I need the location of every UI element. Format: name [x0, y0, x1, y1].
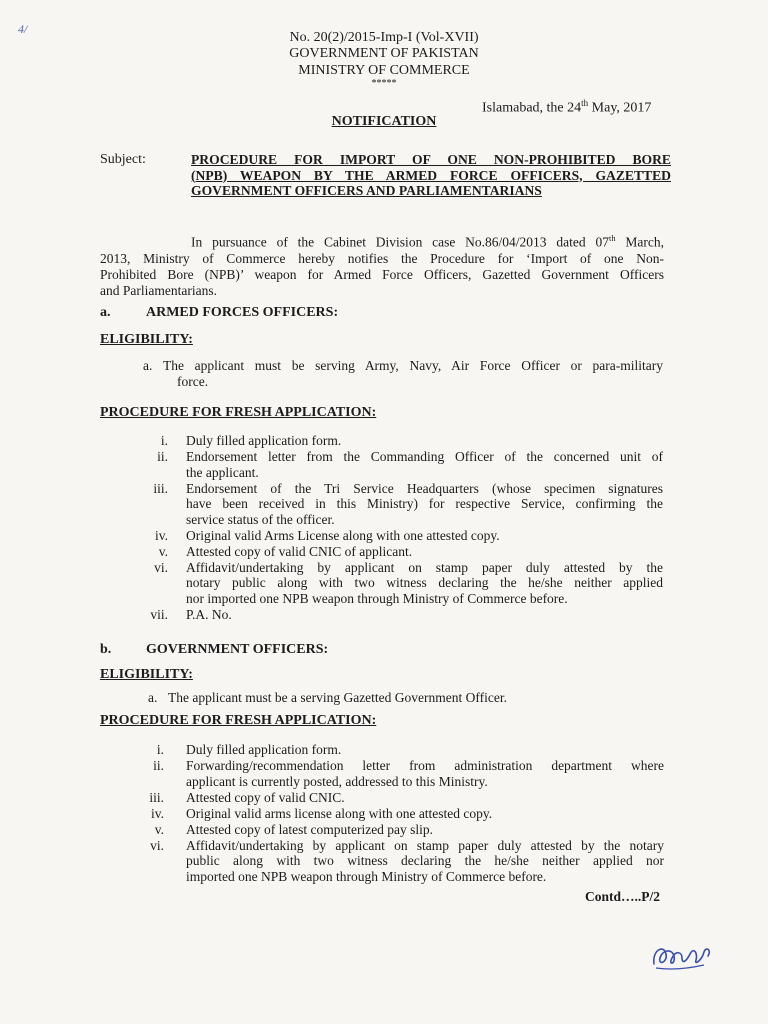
- procedure-item-line: Endorsement letter from the Commanding Officer of the concerned unit of: [186, 449, 663, 464]
- procedure-item-line: Affidavit/undertaking by applicant on stamp paper duly attested by the notary: [186, 837, 664, 853]
- section-a-letter: a.: [100, 305, 111, 320]
- signature-mark: [646, 936, 716, 976]
- procedure-item-line: nor imported one NPB weapon through Ministry of Commerce before.: [186, 590, 568, 606]
- procedure-item-number: ii.: [153, 758, 164, 773]
- section-a-title: ARMED FORCES OFFICERS:: [146, 305, 339, 320]
- procedure-item-number: v.: [158, 543, 168, 559]
- procedure-item-number: iv.: [151, 805, 164, 821]
- procedure-item-text: [186, 822, 664, 838]
- procedure-item-line: P.A. No.: [186, 606, 232, 622]
- procedure-item-line: public along with two witness declaring the he/she neither applied nor: [186, 853, 664, 868]
- procedure-item-line: Forwarding/recommendation letter from administration department where: [186, 758, 664, 773]
- procedure-item-number: vii.: [150, 606, 168, 622]
- procedure-item-text: [186, 560, 663, 607]
- procedure-item-text: [186, 790, 664, 806]
- procedure-item-text: [186, 607, 663, 623]
- procedure-item-line: Duly filled application form.: [186, 433, 342, 448]
- procedure-item-line: applicant is currently posted, addressed to this Ministry.: [186, 773, 488, 789]
- procedure-item-text: [186, 742, 664, 758]
- reference-number: No. 20(2)/2015-Imp-I (Vol-XVII): [289, 30, 479, 45]
- procedure-item-text: [186, 449, 663, 480]
- procedure-item-line: Duly filled application form.: [186, 742, 342, 757]
- intro-line: Prohibited Bore (NPB)’ weapon for Armed Force Officers, Gazetted Government Officers: [100, 266, 664, 282]
- section-a-eligibility-heading: ELIGIBILITY:: [100, 332, 193, 347]
- procedure-item-line: service status of the officer.: [186, 511, 335, 527]
- procedure-item-number: iii.: [149, 789, 164, 805]
- procedure-item-line: imported one NPB weapon through Ministry of Commerce before.: [186, 868, 547, 884]
- subject-line: (NPB) WEAPON BY THE ARMED FORCE OFFICERS, GAZETTED: [191, 167, 671, 183]
- procedure-item-number: vi.: [154, 559, 168, 575]
- procedure-item-text: [186, 838, 664, 885]
- intro-line: In pursuance of the Cabinet Division case No.86/04/2013 dated 07th March,: [191, 233, 665, 250]
- procedure-item-number: i.: [160, 433, 168, 448]
- procedure-item-number: iii.: [153, 480, 168, 496]
- procedure-item-text: [186, 544, 663, 560]
- procedure-item-line: Endorsement of the Tri Service Headquarters (whose specimen signatures: [186, 480, 663, 496]
- procedure-item-number: i.: [156, 742, 164, 757]
- continued-marker: Contd…..P/2: [585, 889, 661, 904]
- intro-paragraph: [100, 230, 664, 299]
- procedure-item-line: Affidavit/undertaking by applicant on stamp paper duly attested by the: [186, 559, 663, 575]
- procedure-item-line: have been received in this Ministry) for respective Service, confirming the: [186, 496, 663, 511]
- procedure-item-line: Attested copy of latest computerized pay slip.: [186, 821, 434, 837]
- section-a-eligibility-letter: a.: [143, 358, 153, 373]
- procedure-item-text: [186, 806, 664, 822]
- separator-stars: *****: [371, 78, 397, 89]
- procedure-item-line: Original valid Arms License along with one attested copy.: [186, 527, 500, 543]
- ministry-title: MINISTRY OF COMMERCE: [298, 63, 470, 78]
- subject-line: GOVERNMENT OFFICERS AND PARLIAMENTARIANS: [191, 183, 542, 198]
- notification-heading: NOTIFICATION: [331, 114, 437, 129]
- procedure-item-text: [186, 433, 663, 449]
- intro-line: and Parliamentarians.: [100, 282, 217, 298]
- procedure-item-number: v.: [154, 821, 164, 837]
- section-b-title: GOVERNMENT OFFICERS:: [146, 642, 329, 657]
- section-b-eligibility-heading: ELIGIBILITY:: [100, 667, 193, 682]
- date-sup: th: [581, 98, 589, 108]
- procedure-item-text: [186, 481, 663, 528]
- section-b-eligibility-letter: a.: [148, 690, 158, 705]
- intro-line: 2013, Ministry of Commerce hereby notifies the Procedure for ‘Import of one Non-: [100, 250, 664, 266]
- procedure-item-text: [186, 758, 664, 789]
- subject-label: Subject:: [100, 152, 146, 167]
- procedure-item-text: [186, 528, 663, 544]
- subject-text: [191, 152, 671, 199]
- margin-mark: 4/: [18, 22, 28, 36]
- section-a-eligibility-text: The applicant must be serving Army, Navy, Air Force Officer or para-military force.: [163, 358, 663, 389]
- procedure-item-number: vi.: [150, 837, 164, 853]
- date-prefix: Islamabad, the 24: [482, 100, 582, 116]
- procedure-item-line: Attested copy of valid CNIC of applicant.: [186, 543, 413, 559]
- section-b-procedure-heading: PROCEDURE FOR FRESH APPLICATION:: [100, 713, 377, 728]
- procedure-item-number: iv.: [155, 527, 168, 543]
- section-b-letter: b.: [100, 642, 112, 657]
- subject-line: PROCEDURE FOR IMPORT OF ONE NON-PROHIBITED BORE: [191, 152, 671, 167]
- government-title: GOVERNMENT OF PAKISTAN: [289, 46, 479, 61]
- procedure-item-line: notary public along with two witness declaring the he/she neither applied: [186, 575, 663, 590]
- procedure-item-line: Attested copy of valid CNIC.: [186, 789, 345, 805]
- date-suffix: May, 2017: [588, 100, 652, 116]
- procedure-item-line: Original valid arms license along with one attested copy.: [186, 805, 493, 821]
- procedure-item-number: ii.: [157, 449, 168, 464]
- procedure-item-line: the applicant.: [186, 464, 259, 480]
- section-b-eligibility-text: The applicant must be a serving Gazetted Government Officer.: [168, 690, 508, 705]
- section-a-procedure-heading: PROCEDURE FOR FRESH APPLICATION:: [100, 405, 377, 420]
